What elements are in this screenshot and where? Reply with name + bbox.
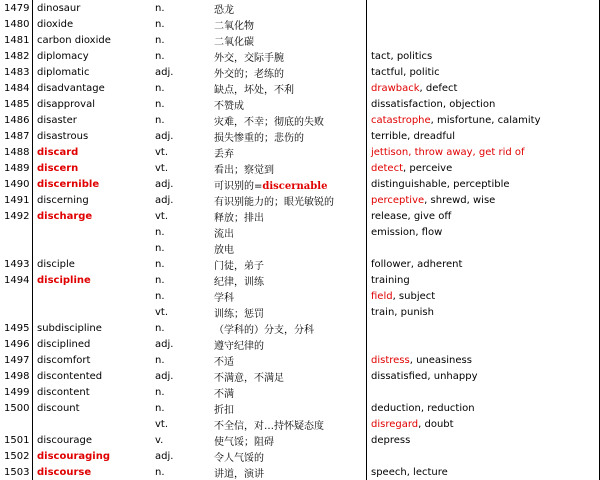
synonyms	[367, 80, 600, 96]
part-of-speech: n.	[155, 386, 165, 398]
headword: disastrous	[37, 130, 89, 142]
part-of-speech: adj.	[155, 130, 174, 142]
headword: carbon dioxide	[37, 34, 111, 46]
synonyms	[367, 0, 600, 16]
entry-number: 1495	[0, 320, 33, 336]
chinese-definition	[210, 288, 367, 304]
table-row	[0, 384, 600, 400]
synonym-text: , defect	[419, 82, 458, 94]
table-row	[0, 240, 600, 256]
synonym-text: deduction, reduction	[371, 402, 475, 414]
synonyms	[367, 352, 600, 368]
part-of-speech: n.	[155, 466, 165, 478]
table-row	[0, 320, 600, 336]
part-of-speech: vt.	[155, 210, 169, 222]
headword: disaster	[37, 114, 77, 126]
headword: subdiscipline	[37, 322, 102, 334]
headword: disciple	[37, 258, 75, 270]
entry-number: 1487	[0, 128, 33, 144]
entry-number: 1479	[0, 0, 33, 16]
chinese-definition-text: 放电	[214, 244, 234, 256]
synonyms	[367, 448, 600, 464]
entry-number: 1502	[0, 448, 33, 464]
chinese-definition-text: 令人气馁的	[214, 452, 264, 464]
chinese-definition	[210, 80, 367, 96]
table-row	[0, 416, 600, 432]
chinese-definition	[210, 400, 367, 416]
chinese-definition-text: 折扣	[214, 404, 234, 416]
synonyms	[367, 304, 600, 320]
chinese-definition-text: 纪律，训练	[214, 276, 264, 288]
part-of-speech: vt.	[155, 306, 169, 318]
chinese-definition	[210, 112, 367, 128]
chinese-definition-text: 训练；惩罚	[214, 308, 264, 320]
synonyms	[367, 192, 600, 208]
synonym-text: , shrewd, wise	[424, 194, 496, 206]
part-of-speech: adj.	[155, 370, 174, 382]
chinese-definition	[210, 336, 367, 352]
part-of-speech: n.	[155, 50, 165, 62]
entry-number: 1503	[0, 464, 33, 480]
chinese-definition	[210, 464, 367, 480]
table-row	[0, 272, 600, 288]
chinese-definition	[210, 432, 367, 448]
synonyms	[367, 144, 600, 160]
chinese-definition-text: 释放；排出	[214, 212, 264, 224]
part-of-speech: n.	[155, 242, 165, 254]
synonyms	[367, 336, 600, 352]
chinese-definition	[210, 144, 367, 160]
synonyms	[367, 208, 600, 224]
part-of-speech: adj.	[155, 338, 174, 350]
part-of-speech: adj.	[155, 450, 174, 462]
headword: discard	[37, 146, 79, 158]
chinese-definition	[210, 208, 367, 224]
part-of-speech: v.	[155, 434, 164, 446]
entry-number: 1490	[0, 176, 33, 192]
part-of-speech: n.	[155, 226, 165, 238]
chinese-definition	[210, 0, 367, 16]
headword: discount	[37, 402, 80, 414]
part-of-speech: n.	[155, 290, 165, 302]
synonym-highlighted: detect	[371, 162, 403, 174]
chinese-definition	[210, 240, 367, 256]
part-of-speech: n.	[155, 98, 165, 110]
chinese-definition-text: 不满意，不满足	[214, 372, 284, 384]
chinese-definition	[210, 176, 367, 192]
headword: discontent	[37, 386, 90, 398]
synonyms	[367, 256, 600, 272]
table-row	[0, 256, 600, 272]
synonym-highlighted: jettison, throw away, get rid of	[371, 146, 525, 158]
part-of-speech: n.	[155, 18, 165, 30]
part-of-speech: n.	[155, 274, 165, 286]
chinese-definition	[210, 304, 367, 320]
headword: discernible	[37, 178, 100, 190]
headword: discerning	[37, 194, 89, 206]
chinese-definition	[210, 368, 367, 384]
chinese-definition-text: 灾难，不幸；彻底的失败	[214, 116, 324, 128]
synonym-text: follower, adherent	[371, 258, 463, 270]
synonym-text: tact, politics	[371, 50, 433, 62]
headword: dioxide	[37, 18, 74, 30]
synonym-text: tactful, politic	[371, 66, 440, 78]
chinese-definition	[210, 192, 367, 208]
table-row	[0, 288, 600, 304]
chinese-definition-text: 遵守纪律的	[214, 340, 264, 352]
entry-number: 1480	[0, 16, 33, 32]
entry-number	[0, 416, 33, 432]
synonym-text: , doubt	[418, 418, 454, 430]
synonym-text: , perceive	[403, 162, 453, 174]
synonyms	[367, 384, 600, 400]
chinese-definition	[210, 32, 367, 48]
chinese-definition-text: 讲道，演讲	[214, 468, 264, 480]
part-of-speech: vt.	[155, 146, 169, 158]
synonym-highlighted: drawback	[371, 82, 420, 94]
entry-number: 1501	[0, 432, 33, 448]
table-row	[0, 400, 600, 416]
synonyms	[367, 48, 600, 64]
synonyms	[367, 160, 600, 176]
synonym-text: , subject	[392, 290, 436, 302]
table-row	[0, 176, 600, 192]
synonyms	[367, 320, 600, 336]
chinese-definition-text: 使气馁；阻碍	[214, 436, 274, 448]
table-row	[0, 368, 600, 384]
variant-spelling: discernable	[262, 180, 328, 192]
headword	[33, 416, 152, 432]
synonym-text: dissatisfied, unhappy	[371, 370, 478, 382]
synonyms	[367, 176, 600, 192]
synonyms	[367, 272, 600, 288]
entry-number: 1498	[0, 368, 33, 384]
synonyms	[367, 240, 600, 256]
part-of-speech: adj.	[155, 66, 174, 78]
synonyms	[367, 224, 600, 240]
chinese-definition-text: 二氧化碳	[214, 36, 254, 48]
entry-number: 1492	[0, 208, 33, 224]
table-row	[0, 48, 600, 64]
chinese-definition	[210, 448, 367, 464]
synonym-text: speech, lecture	[371, 466, 448, 478]
synonyms	[367, 128, 600, 144]
synonym-text: terrible, dreadful	[371, 130, 456, 142]
table-row	[0, 192, 600, 208]
entry-number: 1496	[0, 336, 33, 352]
synonym-text: release, give off	[371, 210, 452, 222]
part-of-speech: n.	[155, 2, 165, 14]
table-row	[0, 224, 600, 240]
chinese-definition-text: 流出	[214, 228, 234, 240]
synonyms	[367, 64, 600, 80]
synonym-text: train, punish	[371, 306, 434, 318]
part-of-speech: n.	[155, 82, 165, 94]
entry-number: 1484	[0, 80, 33, 96]
chinese-definition-text: 不全信，对…持怀疑态度	[214, 420, 324, 432]
chinese-definition	[210, 224, 367, 240]
synonyms	[367, 464, 600, 480]
synonyms	[367, 96, 600, 112]
synonyms	[367, 432, 600, 448]
entry-number: 1485	[0, 96, 33, 112]
entry-number: 1491	[0, 192, 33, 208]
part-of-speech: vt.	[155, 162, 169, 174]
entry-number: 1500	[0, 400, 33, 416]
synonym-text: training	[371, 274, 410, 286]
entry-number: 1493	[0, 256, 33, 272]
chinese-definition-text: 不满	[214, 388, 234, 400]
entry-number	[0, 224, 33, 240]
headword: diplomacy	[37, 50, 89, 62]
headword: discipline	[37, 274, 91, 286]
chinese-definition	[210, 96, 367, 112]
headword: disapproval	[37, 98, 95, 110]
table-row	[0, 112, 600, 128]
synonym-highlighted: perceptive	[371, 194, 425, 206]
chinese-definition-text: 看出；察觉到	[214, 164, 274, 176]
table-row	[0, 160, 600, 176]
entry-number	[0, 304, 33, 320]
part-of-speech: n.	[155, 258, 165, 270]
entry-number: 1489	[0, 160, 33, 176]
headword: discouraging	[37, 450, 110, 462]
chinese-definition-text: 恐龙	[214, 4, 234, 16]
entry-number: 1482	[0, 48, 33, 64]
part-of-speech: n.	[155, 322, 165, 334]
table-row	[0, 0, 600, 16]
table-row	[0, 448, 600, 464]
chinese-definition-text: 二氧化物	[214, 20, 254, 32]
chinese-definition-text: 外交，交际手腕	[214, 52, 284, 64]
table-row	[0, 32, 600, 48]
headword: disadvantage	[37, 82, 105, 94]
chinese-definition	[210, 320, 367, 336]
headword: diplomatic	[37, 66, 90, 78]
synonym-highlighted: field	[371, 290, 393, 302]
entry-number	[0, 240, 33, 256]
part-of-speech: vt.	[155, 418, 169, 430]
table-row	[0, 64, 600, 80]
chinese-definition-text: 丢弃	[214, 148, 234, 160]
entry-number: 1483	[0, 64, 33, 80]
headword	[33, 224, 152, 240]
headword: discharge	[37, 210, 93, 222]
headword: discern	[37, 162, 79, 174]
chinese-definition-text: 外交的；老练的	[214, 68, 284, 80]
table-row	[0, 352, 600, 368]
chinese-definition-text: 不适	[214, 356, 234, 368]
synonym-text: dissatisfaction, objection	[371, 98, 496, 110]
chinese-definition	[210, 352, 367, 368]
chinese-definition-text: 损失惨重的；悲伤的	[214, 132, 304, 144]
synonym-highlighted: disregard	[371, 418, 419, 430]
headword: discontented	[37, 370, 103, 382]
synonym-text: , uneasiness	[409, 354, 472, 366]
chinese-definition-text: 不赞成	[214, 100, 244, 112]
synonym-highlighted: distress	[371, 354, 410, 366]
table-row	[0, 336, 600, 352]
table-row	[0, 96, 600, 112]
table-row	[0, 80, 600, 96]
table-row	[0, 208, 600, 224]
chinese-definition-text: 缺点，坏处，不利	[214, 84, 294, 96]
table-row	[0, 304, 600, 320]
headword	[33, 304, 152, 320]
part-of-speech: adj.	[155, 178, 174, 190]
chinese-definition	[210, 160, 367, 176]
synonym-highlighted: catastrophe	[371, 114, 431, 126]
chinese-definition-text: 学科	[214, 292, 234, 304]
synonym-text: distinguishable, perceptible	[371, 178, 510, 190]
chinese-definition	[210, 48, 367, 64]
part-of-speech: n.	[155, 34, 165, 46]
headword: dinosaur	[37, 2, 81, 14]
synonyms	[367, 112, 600, 128]
headword: disciplined	[37, 338, 91, 350]
chinese-definition-text: 可识别的=	[214, 180, 263, 192]
entry-number: 1499	[0, 384, 33, 400]
part-of-speech: adj.	[155, 194, 174, 206]
headword: discourage	[37, 434, 93, 446]
entry-number: 1481	[0, 32, 33, 48]
entry-number: 1497	[0, 352, 33, 368]
entry-number: 1486	[0, 112, 33, 128]
table-row	[0, 432, 600, 448]
part-of-speech: n.	[155, 354, 165, 366]
chinese-definition-text: 有识别能力的；眼光敏锐的	[214, 196, 334, 208]
synonym-text: emission, flow	[371, 226, 443, 238]
synonyms	[367, 288, 600, 304]
table-row	[0, 16, 600, 32]
synonyms	[367, 416, 600, 432]
headword: discomfort	[37, 354, 91, 366]
synonyms	[367, 16, 600, 32]
headword: discourse	[37, 466, 92, 478]
chinese-definition	[210, 384, 367, 400]
chinese-definition-text: 门徒，弟子	[214, 260, 264, 272]
part-of-speech: n.	[155, 402, 165, 414]
table-row	[0, 128, 600, 144]
synonyms	[367, 368, 600, 384]
headword	[33, 240, 152, 256]
synonym-text: depress	[371, 434, 411, 446]
entry-number: 1488	[0, 144, 33, 160]
entry-number	[0, 288, 33, 304]
table-row	[0, 464, 600, 480]
chinese-definition	[210, 416, 367, 432]
synonyms	[367, 400, 600, 416]
chinese-definition	[210, 272, 367, 288]
entry-number: 1494	[0, 272, 33, 288]
chinese-definition	[210, 64, 367, 80]
table-row	[0, 144, 600, 160]
synonyms	[367, 32, 600, 48]
part-of-speech: n.	[155, 114, 165, 126]
synonym-text: , misfortune, calamity	[430, 114, 541, 126]
chinese-definition	[210, 256, 367, 272]
chinese-definition	[210, 16, 367, 32]
chinese-definition	[210, 128, 367, 144]
headword	[33, 288, 152, 304]
chinese-definition-text: （学科的）分支，分科	[214, 324, 314, 336]
